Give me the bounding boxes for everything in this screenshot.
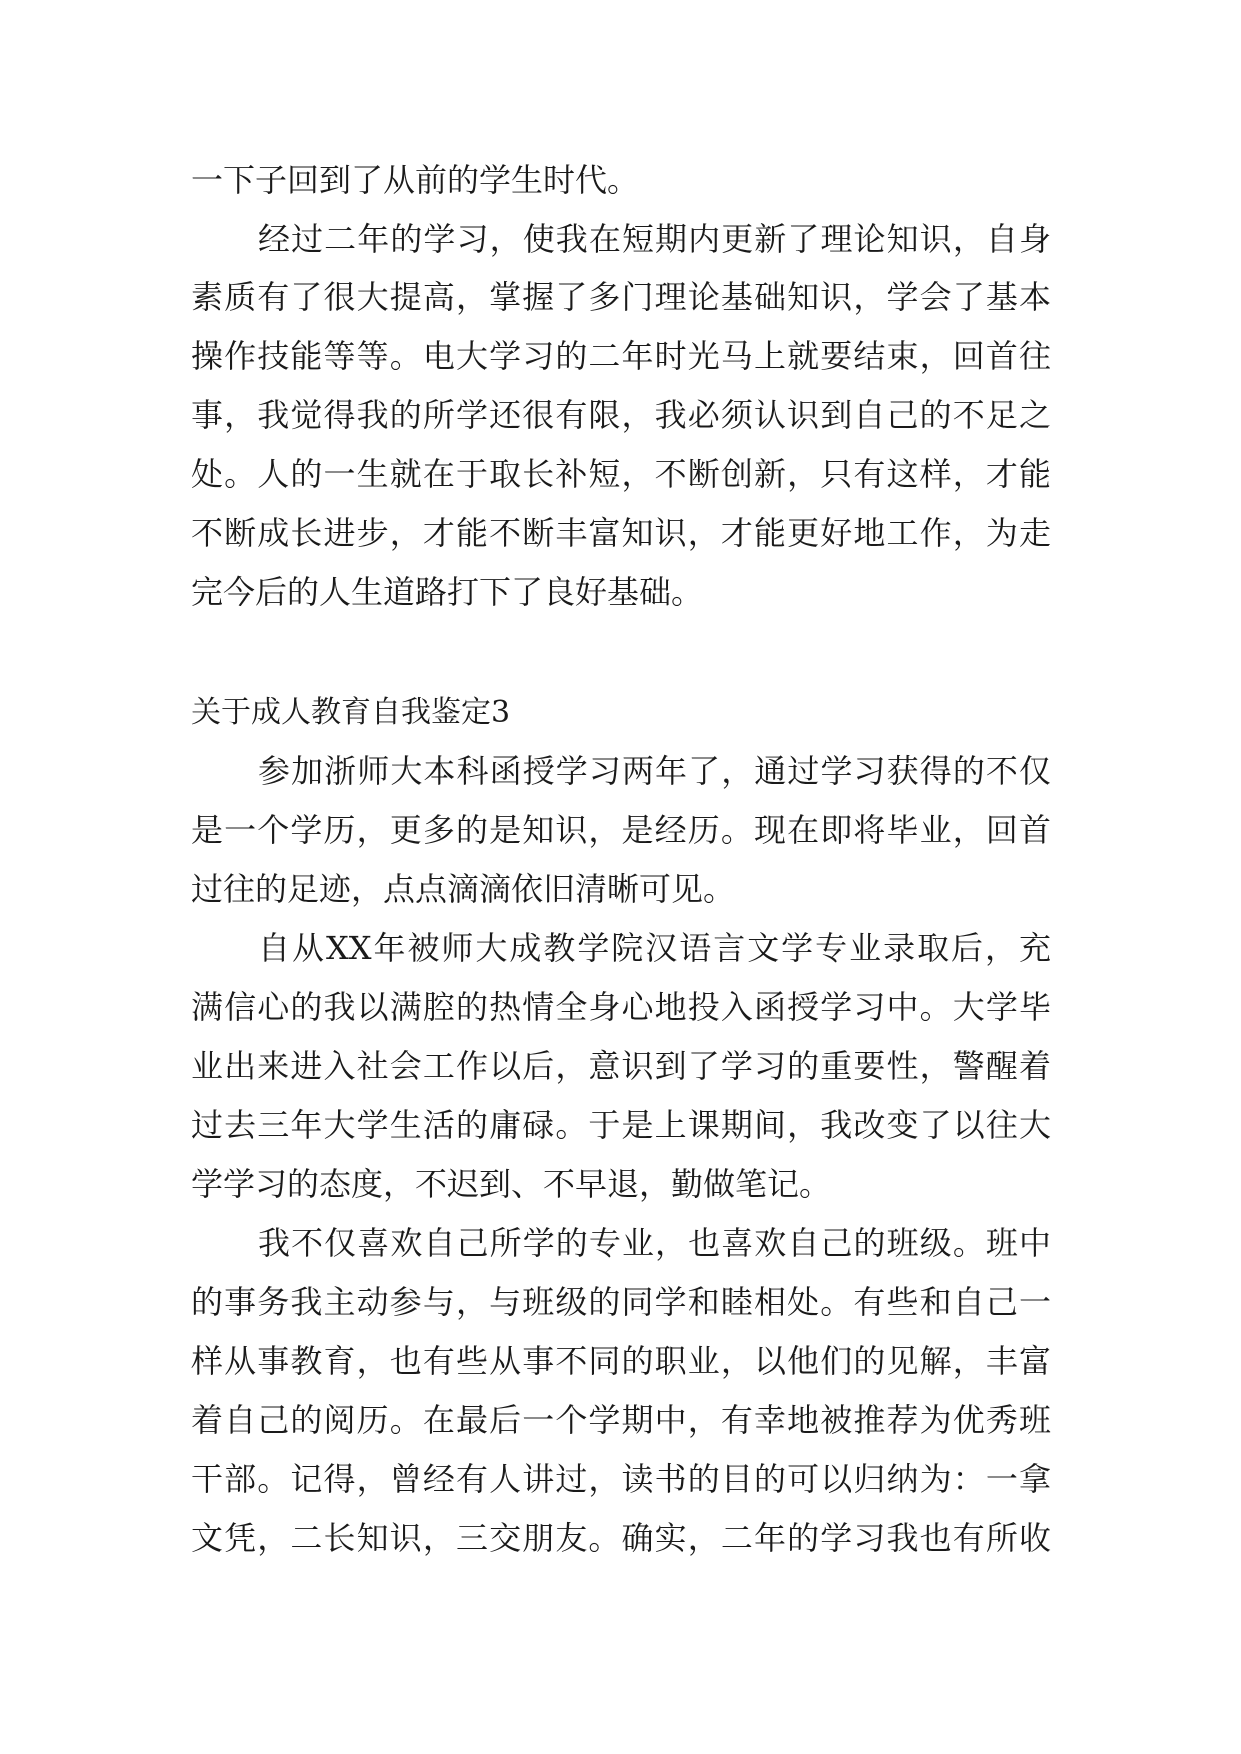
- paragraph-line: 样从事教育，也有些从事不同的职业，以他们的见解，丰富: [191, 1342, 1051, 1380]
- paragraph-line: 自从XX年被师大成教学院汉语言文学专业录取后，充: [258, 929, 1051, 967]
- paragraph-line: 处。人的一生就在于取长补短，不断创新，只有这样，才能: [191, 455, 1051, 493]
- paragraph-line: 经过二年的学习，使我在短期内更新了理论知识，自身: [258, 220, 1051, 258]
- paragraph-line: 事，我觉得我的所学还很有限，我必须认识到自己的不足之: [191, 396, 1051, 434]
- paragraph-line: 素质有了很大提高，掌握了多门理论基础知识，学会了基本: [191, 278, 1051, 316]
- paragraph-line: 完今后的人生道路打下了良好基础。: [191, 573, 704, 611]
- paragraph-line: 参加浙师大本科函授学习两年了，通过学习获得的不仅: [258, 752, 1051, 790]
- paragraph-line: 干部。记得，曾经有人讲过，读书的目的可以归纳为：一拿: [191, 1460, 1051, 1498]
- section-heading: 关于成人教育自我鉴定3: [191, 695, 511, 730]
- paragraph-line: 业出来进入社会工作以后，意识到了学习的重要性，警醒着: [191, 1047, 1051, 1085]
- paragraph-line: 着自己的阅历。在最后一个学期中，有幸地被推荐为优秀班: [191, 1401, 1051, 1439]
- paragraph-line: 操作技能等等。电大学习的二年时光马上就要结束，回首往: [191, 337, 1051, 375]
- paragraph-line: 学学习的态度，不迟到、不早退，勤做笔记。: [191, 1165, 832, 1203]
- paragraph-line: 的事务我主动参与，与班级的同学和睦相处。有些和自己一: [191, 1283, 1051, 1321]
- paragraph-line: 文凭，二长知识，三交朋友。确实，二年的学习我也有所收: [191, 1519, 1051, 1557]
- paragraph-line: 满信心的我以满腔的热情全身心地投入函授学习中。大学毕: [191, 988, 1051, 1026]
- paragraph-line: 不断成长进步，才能不断丰富知识，才能更好地工作，为走: [191, 514, 1051, 552]
- paragraph-line: 是一个学历，更多的是知识，是经历。现在即将毕业，回首: [191, 811, 1051, 849]
- paragraph-line: 过往的足迹，点点滴滴依旧清晰可见。: [191, 870, 736, 908]
- paragraph-line: 我不仅喜欢自己所学的专业，也喜欢自己的班级。班中: [258, 1224, 1051, 1262]
- paragraph-line: 过去三年大学生活的庸碌。于是上课期间，我改变了以往大: [191, 1106, 1051, 1144]
- paragraph-line: 一下子回到了从前的学生时代。: [191, 161, 640, 199]
